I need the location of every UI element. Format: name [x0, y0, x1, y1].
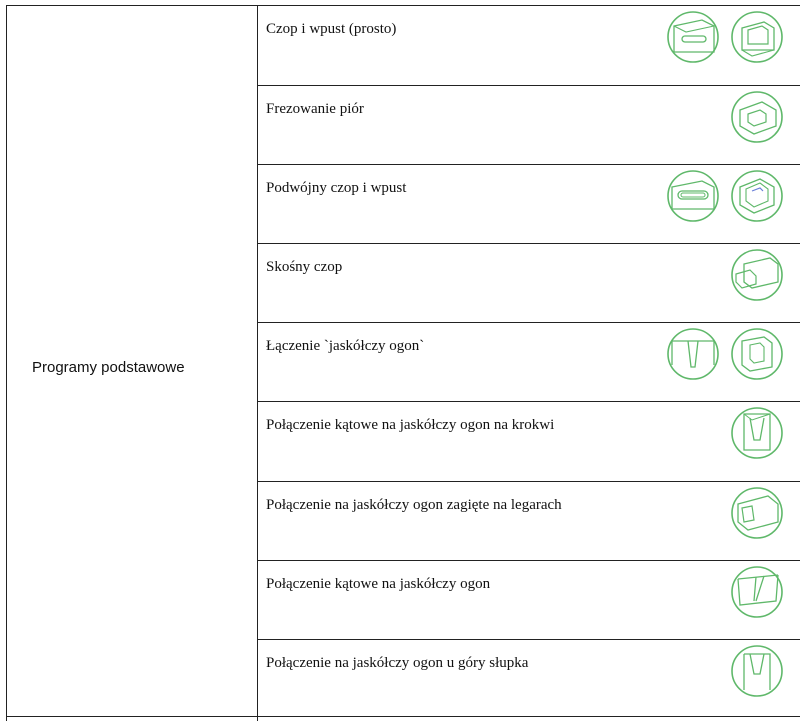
- row-label: Frezowanie piór: [266, 101, 364, 117]
- row-label: Podwójny czop i wpust: [266, 180, 407, 196]
- row-label: Czop i wpust (prosto): [266, 21, 397, 37]
- angled-dovetail-icon: [730, 565, 784, 619]
- table-row: [258, 5, 800, 85]
- double-mortise-icon: [666, 169, 720, 223]
- table-row: [258, 243, 800, 323]
- mortise-slot-icon: [666, 10, 720, 64]
- row-label: Łączenie `jaskółczy ogon`: [266, 338, 425, 354]
- dovetail-joint-icon: [730, 327, 784, 381]
- table-row: [258, 164, 800, 244]
- dovetail-slot-icon: [666, 327, 720, 381]
- angled-tenon-icon: [730, 248, 784, 302]
- tenon-joint-icon: [730, 10, 784, 64]
- row-label: Połączenie kątowe na jaskółczy ogon: [266, 576, 491, 592]
- double-tenon-icon: [730, 169, 784, 223]
- row-label: Połączenie na jaskółczy ogon zagięte na legarach: [266, 497, 562, 513]
- table-row: [258, 85, 800, 165]
- table-row: [258, 322, 800, 402]
- row-label: Połączenie na jaskółczy ogon u góry słupka: [266, 655, 529, 671]
- row-label: Skośny czop: [266, 259, 343, 275]
- table-left-border: [6, 5, 7, 721]
- table-bottom-border: [6, 716, 800, 717]
- joist-dovetail-icon: [730, 486, 784, 540]
- category-label: Programy podstawowe: [32, 359, 185, 376]
- tongue-milling-icon: [730, 90, 784, 144]
- table-row: [258, 401, 800, 481]
- rafter-dovetail-icon: [730, 406, 784, 460]
- post-top-dovetail-icon: [730, 644, 784, 698]
- table-row: [258, 560, 800, 640]
- table-row: [258, 639, 800, 716]
- row-label: Połączenie kątowe na jaskółczy ogon na krokwi: [266, 417, 555, 433]
- table-row: [258, 481, 800, 561]
